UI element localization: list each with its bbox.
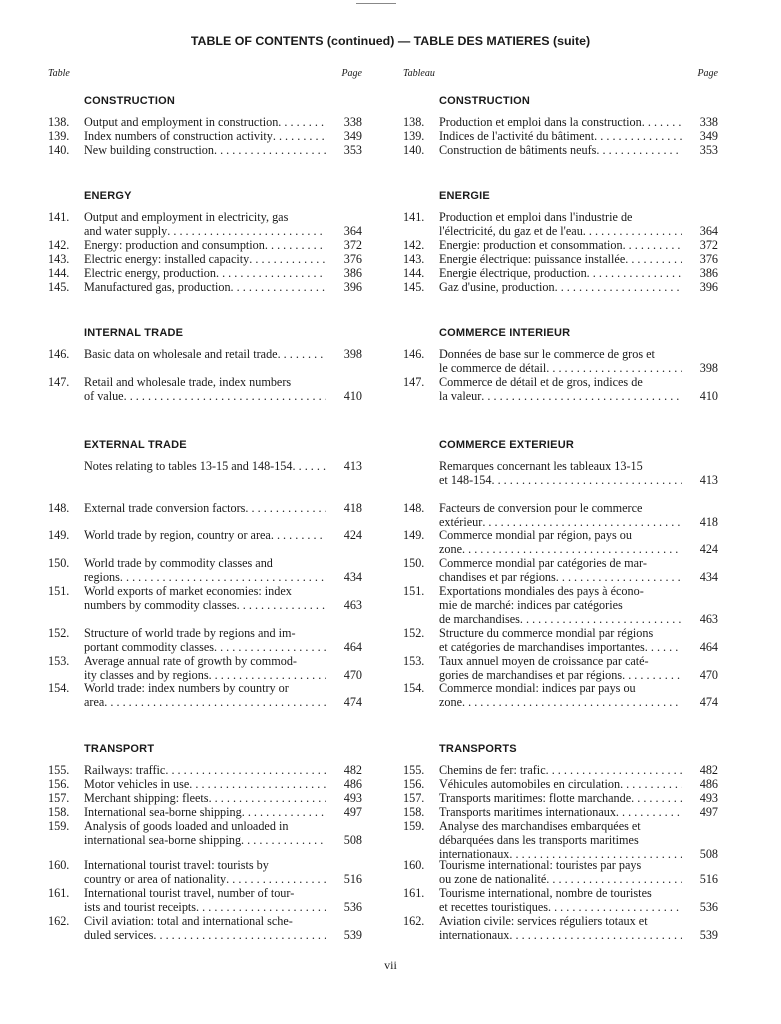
entry-number: 152. [403,626,425,640]
dot-leader [209,791,326,805]
entry-title-line: Remarques concernant les tableaux 13-15 [439,459,643,473]
entry-page: 434 [699,570,718,584]
entry-title-line: World trade by commodity classes and [84,556,273,570]
dot-leader [462,542,682,556]
entry-title-line: mie de marché: indices par catégories [439,598,623,612]
entry-title-line: internationaux . . . [439,847,682,861]
section-title-construction: CONSTRUCTION [84,95,176,107]
entry-number: 141. [403,210,425,224]
entry-page: 376 [699,252,718,266]
entry-page: 410 [343,389,362,403]
dot-leader [556,570,682,584]
entry-title-line: zone . . . [439,542,682,556]
entry-number: 154. [48,681,70,695]
dot-leader [120,570,326,584]
entry-number: 153. [48,654,70,668]
entry-page: 413 [343,459,362,473]
entry-number: 162. [48,914,70,928]
entry-title-line: regions . . . [84,570,326,584]
entry-number: 148. [403,501,425,515]
dot-leader [237,598,326,612]
entry-page: 396 [343,280,362,294]
entry-number: 141. [48,210,70,224]
entry-page: 338 [343,115,362,129]
entry-title-line: Exportations mondiales des pays à écono- [439,584,644,598]
dot-leader [594,129,682,143]
entry-title-line: de marchandises . . . [439,612,682,626]
dot-leader [209,668,326,682]
dot-leader [642,115,682,129]
entry-number: 160. [403,858,425,872]
dot-leader [278,347,326,361]
section-title-transport: TRANSPORTS [439,743,517,755]
entry-page: 386 [343,266,362,280]
entry-page: 372 [343,238,362,252]
entry-number: 153. [403,654,425,668]
entry-page: 398 [699,361,718,375]
entry-page: 372 [699,238,718,252]
entry-number: 142. [403,238,425,252]
entry-number: 161. [403,886,425,900]
entry-page: 493 [699,791,718,805]
entry-number: 150. [403,556,425,570]
entry-title-line: Electric energy: installed capacity . . . [84,252,326,266]
entry-title-line: Merchant shipping: fleets . . . [84,791,326,805]
entry-page: 497 [343,805,362,819]
entry-title-line: Commerce mondial: indices par pays ou [439,681,636,695]
section-title-transport: TRANSPORT [84,743,155,755]
entry-title-line: débarquées dans les transports maritimes [439,833,639,847]
dot-leader [242,805,326,819]
entry-page: 364 [343,224,362,238]
entry-number: 158. [403,805,425,819]
entry-page: 364 [699,224,718,238]
entry-page: 386 [699,266,718,280]
entry-title-line: numbers by commodity classes . . . [84,598,326,612]
entry-title-line: ity classes and by regions . . . [84,668,326,682]
entry-title-line: Motor vehicles in use . . . [84,777,326,791]
section-title-energy: ENERGY [84,190,132,202]
dot-leader [645,640,682,654]
entry-number: 149. [48,528,70,542]
entry-page: 539 [343,928,362,942]
entry-title-line: Index numbers of construction activity . . . [84,129,326,143]
entry-number: 161. [48,886,70,900]
dot-leader [616,805,682,819]
entry-number: 142. [48,238,70,252]
entry-title-line: zone . . . [439,695,682,709]
entry-number: 157. [403,791,425,805]
dot-leader [265,238,326,252]
entry-title-line: Retail and wholesale trade, index numbers [84,375,292,389]
entry-page: 418 [699,515,718,529]
entry-title-line: Analysis of goods loaded and unloaded in [84,819,289,833]
entry-number: 159. [48,819,70,833]
entry-title-line: World exports of market economies: index [84,584,292,598]
entry-title-line: area . . . [84,695,326,709]
dot-leader [520,612,682,626]
entry-number: 158. [48,805,70,819]
entry-title-line: extérieur . . . [439,515,682,529]
entry-number: 151. [48,584,70,598]
section-title-energy: ENERGIE [439,190,490,202]
entry-title-line: Transports maritimes: flotte marchande . . . [439,791,682,805]
entry-page: 413 [699,473,718,487]
entry-page: 493 [343,791,362,805]
dot-leader [153,928,326,942]
entry-page: 497 [699,805,718,819]
entry-page: 508 [343,833,362,847]
entry-title-line: Energie: production et consommation . . . [439,238,682,252]
entry-page: 434 [343,570,362,584]
dot-leader [241,833,326,847]
entry-title-line: Energie électrique: puissance installée . . . [439,252,682,266]
entry-page: 539 [699,928,718,942]
entry-title-line: Tourisme international, nombre de touristes [439,886,652,900]
entry-title-line: Véhicules automobiles en circulation . . . [439,777,682,791]
entry-title-line: le commerce de détail . . . [439,361,682,375]
dot-leader [587,266,682,280]
entry-title-line: country or area of nationality . . . [84,872,326,886]
entry-title-line: et recettes touristiques . . . [439,900,682,914]
entry-page: 349 [343,129,362,143]
table-label: Tableau [403,68,435,79]
entry-title-line: Indices de l'activité du bâtiment . . . [439,129,682,143]
dot-leader [462,695,682,709]
entry-number: 156. [403,777,425,791]
dot-leader [481,389,682,403]
entry-title-line: Output and employment in construction . . . [84,115,326,129]
entry-number: 156. [48,777,70,791]
entry-page: 482 [699,763,718,777]
dot-leader [623,238,682,252]
entry-number: 148. [48,501,70,515]
entry-title-line: gories de marchandises et par régions . . . [439,668,682,682]
entry-title-line: Commerce de détail et de gros, indices de [439,375,643,389]
dot-leader [555,280,682,294]
entry-page: 418 [343,501,362,515]
section-title-internal: INTERNAL TRADE [84,327,184,339]
dot-leader [625,252,682,266]
entry-number: 154. [403,681,425,695]
entry-title-line: World trade: index numbers by country or [84,681,289,695]
entry-title-line: International tourist travel, number of tour- [84,886,295,900]
entry-title-line: Civil aviation: total and international sche- [84,914,293,928]
dot-leader [216,266,326,280]
entry-page: 470 [699,668,718,682]
entry-title-line: chandises et par régions . . . [439,570,682,584]
entry-number: 139. [403,129,425,143]
entry-number: 147. [403,375,425,389]
page-label: Page [341,68,362,79]
entry-title-line: ou zone de nationalité . . . [439,872,682,886]
dot-leader [620,777,682,791]
entry-title-line: Energy: production and consumption . . . [84,238,326,252]
entry-title-line: Tourisme international: touristes par pays [439,858,642,872]
entry-title-line: International sea-borne shipping . . . [84,805,326,819]
entry-title-line: Railways: traffic . . . [84,763,326,777]
entry-number: 144. [48,266,70,280]
english-column [48,0,362,1024]
dot-leader [622,668,682,682]
entry-number: 139. [48,129,70,143]
entry-title-line: Construction de bâtiments neufs . . . [439,143,682,157]
entry-title-line: Energie électrique, production . . . [439,266,682,280]
entry-title-line: portant commodity classes . . . [84,640,326,654]
entry-number: 159. [403,819,425,833]
entry-title-line: Commerce mondial par région, pays ou [439,528,632,542]
entry-page: 463 [343,598,362,612]
dot-leader [214,640,326,654]
entry-title-line: duled services . . . [84,928,326,942]
entry-title-line: international sea-borne shipping . . . [84,833,326,847]
entry-number: 145. [403,280,425,294]
dot-leader [509,928,682,942]
dot-leader [231,280,326,294]
entry-number: 157. [48,791,70,805]
entry-page: 349 [699,129,718,143]
dot-leader [226,872,326,886]
dot-leader [546,361,682,375]
entry-title-line: Taux annuel moyen de croissance par caté- [439,654,649,668]
section-title-internal: COMMERCE INTERIEUR [439,327,571,339]
dot-leader [583,224,682,238]
entry-title-line: New building construction . . . [84,143,326,157]
entry-title-line: Production et emploi dans l'industrie de [439,210,633,224]
entry-page: 376 [343,252,362,266]
dot-leader [124,389,326,403]
entry-title-line: Transports maritimes internationaux . . . [439,805,682,819]
entry-title-line: Output and employment in electricity, gas [84,210,289,224]
entry-number: 138. [403,115,425,129]
entry-number: 140. [403,143,425,157]
entry-number: 143. [48,252,70,266]
french-column [403,0,718,1024]
dot-leader [491,473,682,487]
entry-number: 155. [48,763,70,777]
column-header [403,68,718,79]
dot-leader [214,143,326,157]
entry-title-line: la valeur . . . [439,389,682,403]
section-title-external: COMMERCE EXTERIEUR [439,439,574,451]
dot-leader [196,900,326,914]
page-title: TABLE OF CONTENTS (continued) — TABLE DES MATIERES (suite) [190,34,591,48]
dot-leader [293,459,327,473]
dot-leader [631,791,682,805]
entry-title-line: Données de base sur le commerce de gros et [439,347,655,361]
entry-title-line: Basic data on wholesale and retail trade . . . [84,347,326,361]
entry-title-line: et catégories de marchandises importantes . . . [439,640,682,654]
entry-page: 536 [699,900,718,914]
entry-page: 474 [699,695,718,709]
entry-page: 338 [699,115,718,129]
entry-title-line: Production et emploi dans la construction . . . [439,115,682,129]
section-title-external: EXTERNAL TRADE [84,439,187,451]
dot-leader [548,900,682,914]
entry-page: 353 [699,143,718,157]
entry-title-line: Electric energy, production . . . [84,266,326,280]
entry-title-line: Chemins de fer: trafic . . . [439,763,682,777]
dot-leader [104,695,326,709]
dot-leader [165,763,326,777]
entry-title-line: Gaz d'usine, production . . . [439,280,682,294]
dot-leader [271,528,326,542]
entry-title-line: Commerce mondial par catégories de mar- [439,556,647,570]
entry-page: 536 [343,900,362,914]
dot-leader [546,763,682,777]
dot-leader [278,115,326,129]
entry-number: 151. [403,584,425,598]
entry-page: 424 [343,528,362,542]
entry-page: 410 [699,389,718,403]
dot-leader [546,872,682,886]
entry-number: 152. [48,626,70,640]
entry-title-line: Manufactured gas, production . . . [84,280,326,294]
entry-title-line: International tourist travel: tourists by [84,858,269,872]
entry-number: 138. [48,115,70,129]
entry-number: 146. [48,347,70,361]
entry-title-line: and water supply . . . [84,224,326,238]
entry-title-line: Analyse des marchandises embarquées et [439,819,641,833]
entry-title-line: internationaux . . . [439,928,682,942]
entry-page: 474 [343,695,362,709]
entry-number: 140. [48,143,70,157]
dot-leader [245,501,326,515]
entry-title-line: of value . . . [84,389,326,403]
entry-page: 508 [699,847,718,861]
entry-page: 398 [343,347,362,361]
entry-title-line: Average annual rate of growth by commod- [84,654,297,668]
entry-page: 463 [699,612,718,626]
entry-title-line: Aviation civile: services réguliers totaux et [439,914,648,928]
entry-page: 424 [699,542,718,556]
entry-title-line: Structure of world trade by regions and im- [84,626,296,640]
entry-page: 486 [699,777,718,791]
dot-leader [273,129,326,143]
entry-title-line: et 148-154 . . . [439,473,682,487]
entry-number: 155. [403,763,425,777]
dot-leader [482,515,682,529]
entry-number: 162. [403,914,425,928]
entry-number: 147. [48,375,70,389]
entry-title-line: l'électricité, du gaz et de l'eau . . . [439,224,682,238]
entry-page: 482 [343,763,362,777]
entry-number: 145. [48,280,70,294]
entry-page: 470 [343,668,362,682]
entry-title-line: Structure du commerce mondial par régions [439,626,654,640]
entry-page: 464 [699,640,718,654]
entry-title-line: Notes relating to tables 13-15 and 148-154 . . . [84,459,326,473]
entry-number: 149. [403,528,425,542]
entry-page: 516 [699,872,718,886]
entry-page: 486 [343,777,362,791]
entry-title-line: World trade by region, country or area . . . [84,528,326,542]
entry-page: 396 [699,280,718,294]
page-label: Page [697,68,718,79]
section-title-construction: CONSTRUCTION [439,95,531,107]
top-rule [356,3,396,4]
dot-leader [167,224,326,238]
dot-leader [189,777,326,791]
table-label: Table [48,68,70,79]
dot-leader [596,143,682,157]
entry-number: 160. [48,858,70,872]
column-header [48,68,362,79]
entry-number: 144. [403,266,425,280]
entry-number: 146. [403,347,425,361]
entry-number: 150. [48,556,70,570]
page-number: vii [384,958,397,972]
entry-page: 464 [343,640,362,654]
dot-leader [249,252,326,266]
entry-number: 143. [403,252,425,266]
entry-page: 353 [343,143,362,157]
entry-title-line: ists and tourist receipts . . . [84,900,326,914]
entry-page: 516 [343,872,362,886]
entry-title-line: External trade conversion factors . . . [84,501,326,515]
entry-title-line: Facteurs de conversion pour le commerce [439,501,643,515]
